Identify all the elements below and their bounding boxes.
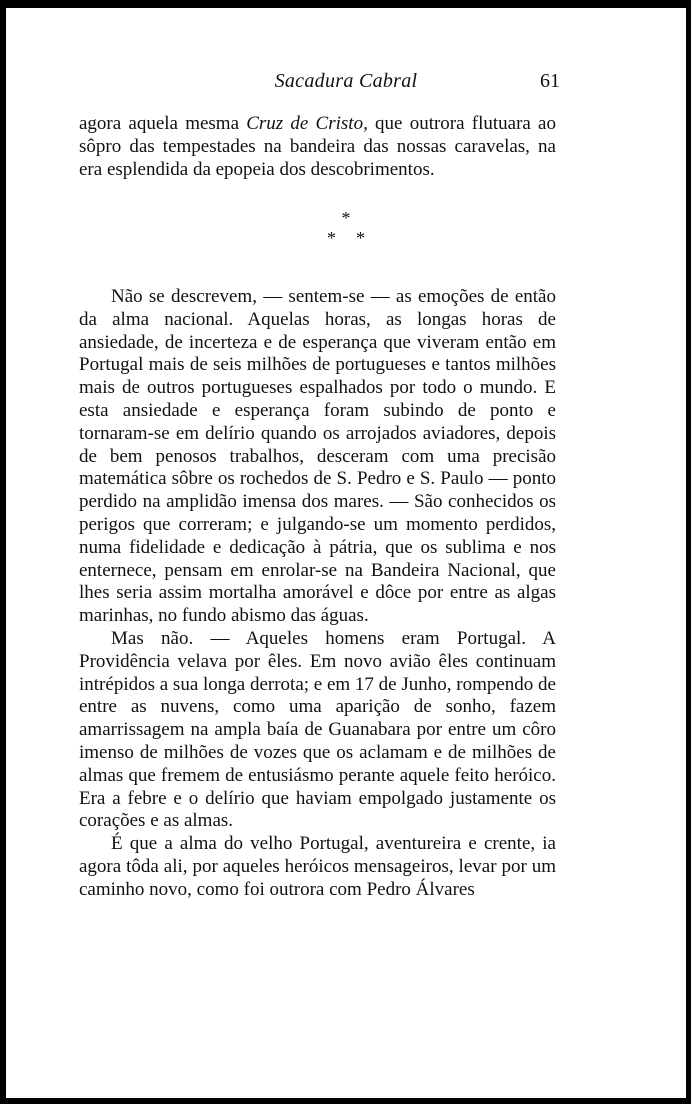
page-number: 61	[540, 70, 560, 92]
intro-text-before: agora aquela mesma	[79, 113, 247, 134]
separator-row-1: *	[341, 208, 351, 228]
intro-text	[79, 113, 556, 181]
body-text	[79, 286, 556, 902]
paragraph-1: Não se descrevem, — sentem-se — as emoções de então da alma nacional. Aquelas horas, as longas horas de ansiedade, de incerteza e de esperança que viveram então em Portugal mais de seis milhões de portugueses e tantos milhões mais de outros portugueses espalhados por todo o mundo. E esta ansiedade e esperança foram subindo de ponto e tornaram-se em delírio quando os arrojados aviadores, depois de bem penosos trabalhos, desceram com uma precisão matemática sôbre os rochedos de S. Pedro e S. Paulo — ponto perdido na amplidão imensa dos mares. — São conhecidos os perigos que correram; e julgando-se um momento perdidos, numa fidelidade e dedicação à pátria, que os sublima e nos enternece, pensam em enrolar-se na Bandeira Nacional, que lhes seria assim mortalha amorável e dôce por entre as algas marinhas, no fundo abismo das águas.	[79, 286, 556, 627]
book-page	[6, 8, 686, 1098]
running-head	[6, 70, 686, 100]
section-separator	[6, 208, 686, 248]
paragraph-3: É que a alma do velho Portugal, aventureira e crente, ia agora tôda ali, por aqueles heróicos mensageiros, levar por um caminho novo, como foi outrora com Pedro Álvares	[79, 833, 556, 900]
intro-text-emphasis: Cruz de Cristo,	[246, 113, 368, 134]
paragraph-2: Mas não. — Aqueles homens eram Portugal. A Providência velava por êles. Em novo avião êles continuam intrépidos a sua longa derrota; e em 17 de Junho, rompendo de entre as nuvens, como uma aparição de sonho, fazem amarrissagem na ampla baía de Guanabara por entre um côro imenso de milhões de vozes que os aclamam e de milhões de almas que fremem de entusiásmo perante aquele feito heróico. Era a febre e o delírio que haviam empolgado justamente os corações e as almas.	[79, 627, 556, 832]
intro-text-after: que outrora flutuara ao sôpro das tempestades na bandeira das nossas caravelas, na era esplendida da epopeia dos descobrimentos.	[79, 113, 556, 180]
running-title: Sacadura Cabral	[274, 70, 418, 92]
intro-paragraph	[79, 113, 556, 181]
separator-row-2: **	[327, 228, 385, 248]
